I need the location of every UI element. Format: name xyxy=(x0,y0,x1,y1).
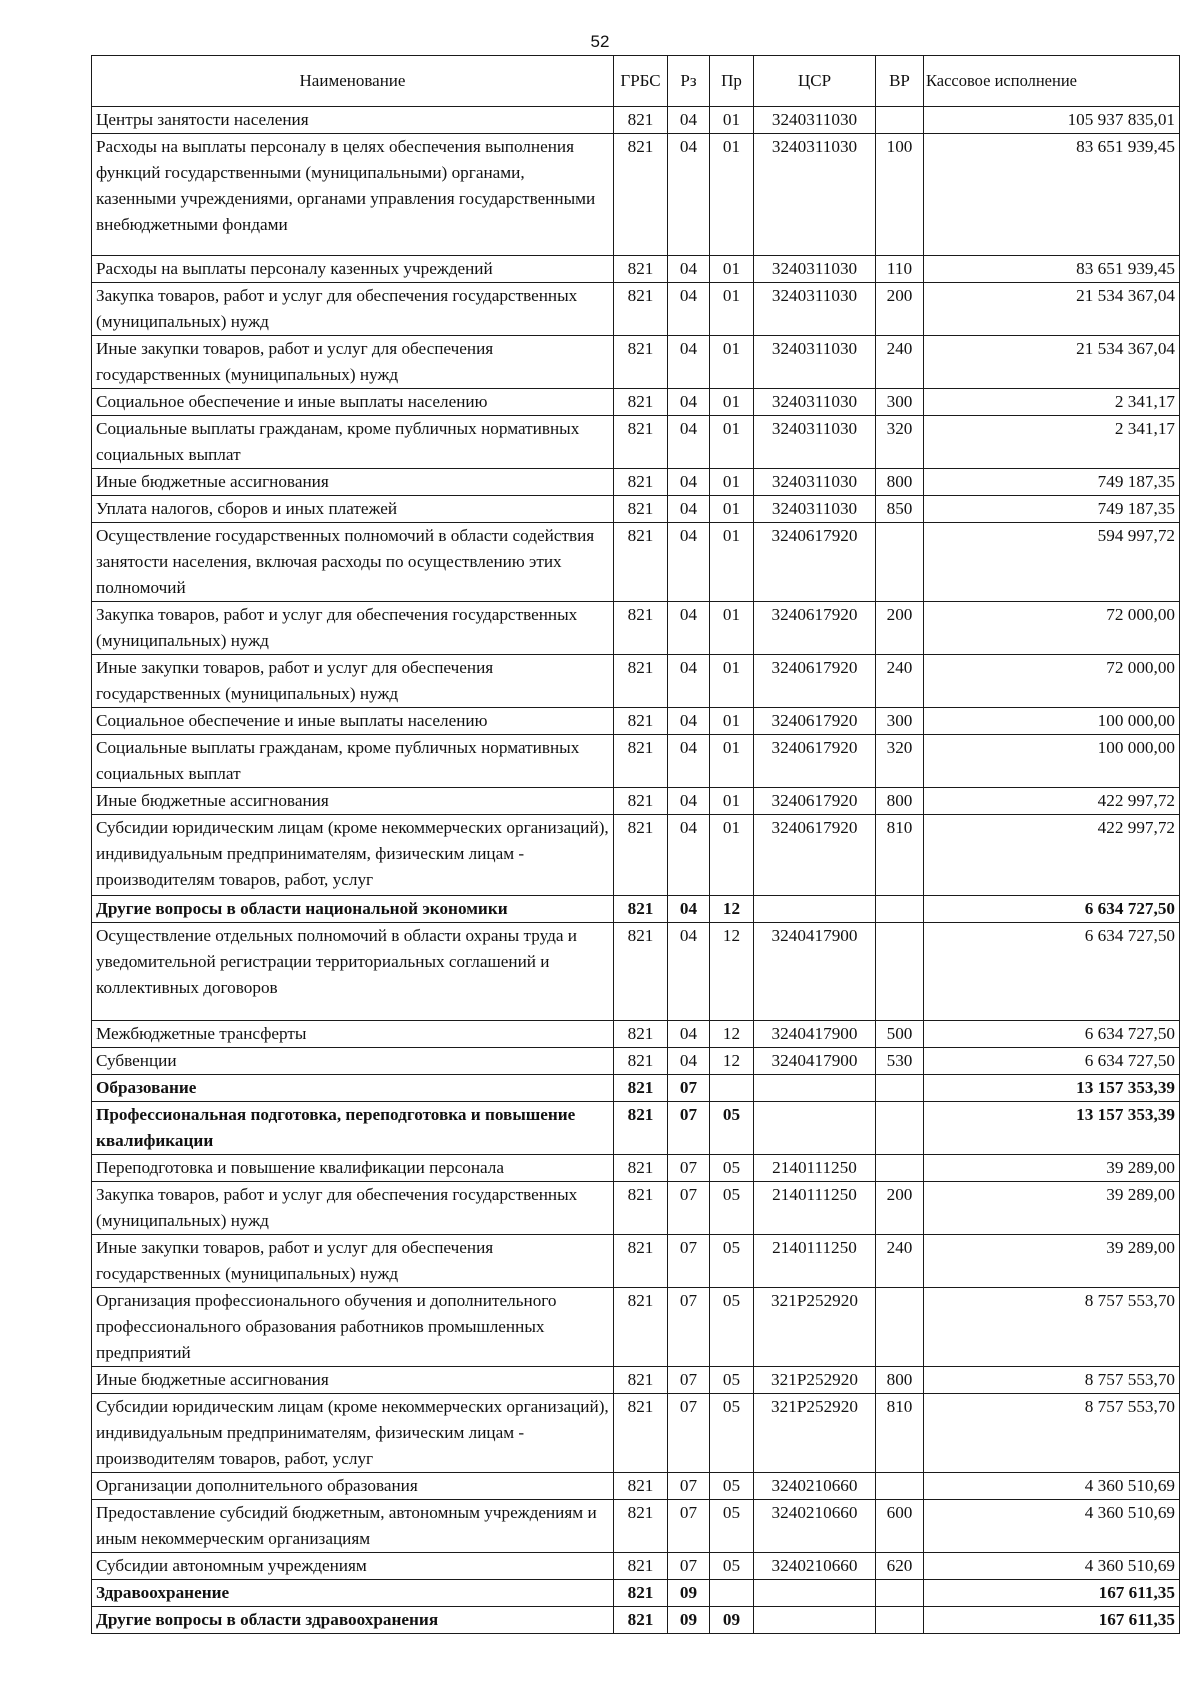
cell-rz: 04 xyxy=(668,655,710,708)
cell-amount: 13 157 353,39 xyxy=(924,1101,1180,1154)
cell-amount: 83 651 939,45 xyxy=(924,256,1180,283)
cell-vr: 320 xyxy=(876,416,924,469)
cell-vr xyxy=(876,1101,924,1154)
cell-vr: 240 xyxy=(876,655,924,708)
cell-csr: 321P252920 xyxy=(754,1287,876,1366)
cell-name: Иные закупки товаров, работ и услуг для обеспечения государственных (муниципальных) нужд xyxy=(92,336,614,389)
cell-csr: 2140111250 xyxy=(754,1234,876,1287)
cell-csr: 3240210660 xyxy=(754,1499,876,1552)
table-body xyxy=(92,107,1180,1634)
table-row xyxy=(92,1154,1180,1181)
cell-name: Предоставление субсидий бюджетным, автономным учреждениям и иным некоммерческим организациям xyxy=(92,1499,614,1552)
cell-rz: 04 xyxy=(668,708,710,735)
cell-rz: 04 xyxy=(668,895,710,922)
cell-grbs: 821 xyxy=(614,496,668,523)
cell-amount: 8 757 553,70 xyxy=(924,1393,1180,1472)
cell-pr: 01 xyxy=(710,283,754,336)
table-row xyxy=(92,602,1180,655)
cell-csr: 3240617920 xyxy=(754,708,876,735)
cell-amount: 105 937 835,01 xyxy=(924,107,1180,134)
cell-grbs: 821 xyxy=(614,655,668,708)
cell-name: Образование xyxy=(92,1074,614,1101)
cell-csr xyxy=(754,1101,876,1154)
cell-name: Организации дополнительного образования xyxy=(92,1472,614,1499)
cell-amount: 422 997,72 xyxy=(924,815,1180,896)
cell-amount: 4 360 510,69 xyxy=(924,1499,1180,1552)
table-row xyxy=(92,1499,1180,1552)
cell-grbs: 821 xyxy=(614,1579,668,1606)
cell-rz: 07 xyxy=(668,1181,710,1234)
cell-amount: 100 000,00 xyxy=(924,735,1180,788)
cell-csr: 3240311030 xyxy=(754,389,876,416)
cell-vr: 500 xyxy=(876,1020,924,1047)
header-name: Наименование xyxy=(92,56,614,107)
cell-rz: 04 xyxy=(668,389,710,416)
cell-pr: 01 xyxy=(710,389,754,416)
table-row xyxy=(92,1047,1180,1074)
cell-amount: 13 157 353,39 xyxy=(924,1074,1180,1101)
table-row xyxy=(92,336,1180,389)
cell-amount: 8 757 553,70 xyxy=(924,1366,1180,1393)
cell-grbs: 821 xyxy=(614,895,668,922)
cell-rz: 04 xyxy=(668,283,710,336)
cell-amount: 83 651 939,45 xyxy=(924,134,1180,256)
cell-vr: 300 xyxy=(876,389,924,416)
cell-grbs: 821 xyxy=(614,1181,668,1234)
cell-grbs: 821 xyxy=(614,469,668,496)
cell-pr: 01 xyxy=(710,336,754,389)
cell-amount: 6 634 727,50 xyxy=(924,1047,1180,1074)
cell-pr xyxy=(710,1074,754,1101)
table-row xyxy=(92,496,1180,523)
table-row xyxy=(92,922,1180,1020)
cell-grbs: 821 xyxy=(614,735,668,788)
cell-grbs: 821 xyxy=(614,1606,668,1633)
cell-vr xyxy=(876,523,924,602)
cell-name: Социальные выплаты гражданам, кроме публичных нормативных социальных выплат xyxy=(92,735,614,788)
table-row xyxy=(92,107,1180,134)
cell-name: Иные бюджетные ассигнования xyxy=(92,788,614,815)
cell-pr: 01 xyxy=(710,469,754,496)
cell-grbs: 821 xyxy=(614,1101,668,1154)
cell-name: Переподготовка и повышение квалификации персонала xyxy=(92,1154,614,1181)
cell-rz: 04 xyxy=(668,523,710,602)
table-row xyxy=(92,788,1180,815)
cell-grbs: 821 xyxy=(614,1499,668,1552)
cell-grbs: 821 xyxy=(614,922,668,1020)
cell-rz: 04 xyxy=(668,922,710,1020)
cell-grbs: 821 xyxy=(614,1393,668,1472)
cell-amount: 6 634 727,50 xyxy=(924,922,1180,1020)
cell-name: Осуществление отдельных полномочий в области охраны труда и уведомительной регистрации территориальных соглашений и коллективных договоров xyxy=(92,922,614,1020)
cell-pr xyxy=(710,1579,754,1606)
cell-name: Осуществление государственных полномочий в области содействия занятости населения, включая расходы по осуществлению этих полномочий xyxy=(92,523,614,602)
table-row xyxy=(92,815,1180,896)
cell-grbs: 821 xyxy=(614,283,668,336)
cell-pr: 05 xyxy=(710,1234,754,1287)
cell-pr: 05 xyxy=(710,1472,754,1499)
cell-grbs: 821 xyxy=(614,1154,668,1181)
cell-pr: 12 xyxy=(710,1020,754,1047)
cell-name: Расходы на выплаты персоналу казенных учреждений xyxy=(92,256,614,283)
cell-csr xyxy=(754,895,876,922)
cell-csr: 3240311030 xyxy=(754,416,876,469)
table-row xyxy=(92,1074,1180,1101)
table-row xyxy=(92,895,1180,922)
table-row xyxy=(92,283,1180,336)
cell-grbs: 821 xyxy=(614,1366,668,1393)
cell-amount: 167 611,35 xyxy=(924,1579,1180,1606)
cell-vr: 240 xyxy=(876,336,924,389)
table-row xyxy=(92,1020,1180,1047)
cell-rz: 07 xyxy=(668,1101,710,1154)
cell-rz: 04 xyxy=(668,496,710,523)
cell-amount: 167 611,35 xyxy=(924,1606,1180,1633)
cell-name: Закупка товаров, работ и услуг для обеспечения государственных (муниципальных) нужд xyxy=(92,283,614,336)
cell-rz: 07 xyxy=(668,1499,710,1552)
cell-name: Профессиональная подготовка, переподготовка и повышение квалификации xyxy=(92,1101,614,1154)
cell-pr: 05 xyxy=(710,1366,754,1393)
table-row xyxy=(92,1287,1180,1366)
cell-vr: 810 xyxy=(876,1393,924,1472)
cell-amount: 100 000,00 xyxy=(924,708,1180,735)
cell-rz: 04 xyxy=(668,1020,710,1047)
cell-amount: 72 000,00 xyxy=(924,602,1180,655)
cell-vr: 320 xyxy=(876,735,924,788)
cell-vr: 200 xyxy=(876,1181,924,1234)
cell-vr: 200 xyxy=(876,602,924,655)
cell-rz: 04 xyxy=(668,336,710,389)
cell-grbs: 821 xyxy=(614,523,668,602)
table-row xyxy=(92,1579,1180,1606)
cell-amount: 39 289,00 xyxy=(924,1181,1180,1234)
cell-csr: 3240417900 xyxy=(754,922,876,1020)
cell-amount: 749 187,35 xyxy=(924,496,1180,523)
cell-csr: 3240417900 xyxy=(754,1047,876,1074)
cell-pr: 01 xyxy=(710,735,754,788)
cell-pr: 05 xyxy=(710,1287,754,1366)
cell-rz: 04 xyxy=(668,256,710,283)
cell-csr: 3240311030 xyxy=(754,496,876,523)
cell-rz: 04 xyxy=(668,815,710,896)
cell-pr: 01 xyxy=(710,602,754,655)
cell-name: Уплата налогов, сборов и иных платежей xyxy=(92,496,614,523)
cell-amount: 8 757 553,70 xyxy=(924,1287,1180,1366)
cell-pr: 05 xyxy=(710,1499,754,1552)
table-row xyxy=(92,1606,1180,1633)
cell-name: Социальное обеспечение и иные выплаты населению xyxy=(92,708,614,735)
header-csr: ЦСР xyxy=(754,56,876,107)
cell-name: Закупка товаров, работ и услуг для обеспечения государственных (муниципальных) нужд xyxy=(92,602,614,655)
cell-rz: 07 xyxy=(668,1552,710,1579)
cell-name: Здравоохранение xyxy=(92,1579,614,1606)
cell-vr: 620 xyxy=(876,1552,924,1579)
cell-vr: 240 xyxy=(876,1234,924,1287)
cell-grbs: 821 xyxy=(614,1047,668,1074)
cell-rz: 07 xyxy=(668,1287,710,1366)
header-cash-execution: Кассовое исполнение xyxy=(924,56,1180,107)
cell-csr xyxy=(754,1606,876,1633)
cell-rz: 09 xyxy=(668,1579,710,1606)
cell-csr: 3240417900 xyxy=(754,1020,876,1047)
cell-csr: 3240617920 xyxy=(754,788,876,815)
header-rz: Рз xyxy=(668,56,710,107)
cell-pr: 01 xyxy=(710,107,754,134)
cell-grbs: 821 xyxy=(614,1074,668,1101)
cell-rz: 04 xyxy=(668,134,710,256)
table-row xyxy=(92,1181,1180,1234)
cell-grbs: 821 xyxy=(614,336,668,389)
cell-rz: 04 xyxy=(668,416,710,469)
cell-grbs: 821 xyxy=(614,416,668,469)
cell-name: Закупка товаров, работ и услуг для обеспечения государственных (муниципальных) нужд xyxy=(92,1181,614,1234)
cell-csr: 3240210660 xyxy=(754,1472,876,1499)
table-row xyxy=(92,1552,1180,1579)
table-row xyxy=(92,1472,1180,1499)
cell-amount: 422 997,72 xyxy=(924,788,1180,815)
cell-amount: 21 534 367,04 xyxy=(924,336,1180,389)
cell-rz: 09 xyxy=(668,1606,710,1633)
header-grbs: ГРБС xyxy=(614,56,668,107)
cell-rz: 04 xyxy=(668,788,710,815)
table-row xyxy=(92,469,1180,496)
cell-name: Субсидии автономным учреждениям xyxy=(92,1552,614,1579)
cell-pr: 01 xyxy=(710,788,754,815)
budget-execution-table xyxy=(91,55,1180,1634)
cell-amount: 21 534 367,04 xyxy=(924,283,1180,336)
cell-amount: 2 341,17 xyxy=(924,389,1180,416)
cell-name: Центры занятости населения xyxy=(92,107,614,134)
cell-rz: 04 xyxy=(668,735,710,788)
cell-amount: 39 289,00 xyxy=(924,1154,1180,1181)
cell-pr: 01 xyxy=(710,523,754,602)
cell-rz: 07 xyxy=(668,1154,710,1181)
table-row xyxy=(92,1234,1180,1287)
cell-name: Межбюджетные трансферты xyxy=(92,1020,614,1047)
table-row xyxy=(92,1101,1180,1154)
cell-pr: 12 xyxy=(710,895,754,922)
cell-csr: 3240617920 xyxy=(754,602,876,655)
cell-csr: 3240311030 xyxy=(754,336,876,389)
table-row xyxy=(92,708,1180,735)
cell-name: Иные бюджетные ассигнования xyxy=(92,469,614,496)
cell-amount: 749 187,35 xyxy=(924,469,1180,496)
cell-vr: 530 xyxy=(876,1047,924,1074)
cell-vr xyxy=(876,895,924,922)
cell-rz: 04 xyxy=(668,469,710,496)
cell-grbs: 821 xyxy=(614,1472,668,1499)
cell-vr: 600 xyxy=(876,1499,924,1552)
cell-name: Субвенции xyxy=(92,1047,614,1074)
table-row xyxy=(92,735,1180,788)
cell-vr xyxy=(876,1074,924,1101)
cell-pr: 01 xyxy=(710,134,754,256)
table-row xyxy=(92,1393,1180,1472)
cell-vr: 800 xyxy=(876,788,924,815)
cell-csr: 2140111250 xyxy=(754,1181,876,1234)
cell-pr: 01 xyxy=(710,655,754,708)
cell-csr: 321P252920 xyxy=(754,1393,876,1472)
cell-grbs: 821 xyxy=(614,1552,668,1579)
table-row xyxy=(92,389,1180,416)
cell-csr: 3240617920 xyxy=(754,815,876,896)
cell-pr: 01 xyxy=(710,416,754,469)
page-number: 52 xyxy=(590,32,610,51)
cell-grbs: 821 xyxy=(614,1234,668,1287)
cell-amount: 594 997,72 xyxy=(924,523,1180,602)
cell-name: Социальные выплаты гражданам, кроме публичных нормативных социальных выплат xyxy=(92,416,614,469)
cell-pr: 12 xyxy=(710,922,754,1020)
cell-rz: 04 xyxy=(668,107,710,134)
cell-name: Другие вопросы в области здравоохранения xyxy=(92,1606,614,1633)
cell-amount: 6 634 727,50 xyxy=(924,1020,1180,1047)
cell-vr xyxy=(876,1472,924,1499)
cell-vr xyxy=(876,1154,924,1181)
cell-pr: 01 xyxy=(710,496,754,523)
cell-rz: 04 xyxy=(668,1047,710,1074)
cell-vr: 100 xyxy=(876,134,924,256)
cell-csr xyxy=(754,1579,876,1606)
cell-grbs: 821 xyxy=(614,107,668,134)
cell-rz: 07 xyxy=(668,1074,710,1101)
cell-rz: 07 xyxy=(668,1234,710,1287)
table-row xyxy=(92,416,1180,469)
cell-vr: 200 xyxy=(876,283,924,336)
cell-csr xyxy=(754,1074,876,1101)
table-row xyxy=(92,1366,1180,1393)
cell-name: Субсидии юридическим лицам (кроме некоммерческих организаций), индивидуальным предпринимателям, физическим лицам - производителям товаров, работ, услуг xyxy=(92,815,614,896)
cell-pr: 01 xyxy=(710,256,754,283)
cell-vr: 850 xyxy=(876,496,924,523)
header-vr: ВР xyxy=(876,56,924,107)
cell-grbs: 821 xyxy=(614,134,668,256)
cell-amount: 2 341,17 xyxy=(924,416,1180,469)
cell-amount: 72 000,00 xyxy=(924,655,1180,708)
cell-csr: 3240210660 xyxy=(754,1552,876,1579)
table-row xyxy=(92,134,1180,256)
cell-pr: 09 xyxy=(710,1606,754,1633)
cell-csr: 3240311030 xyxy=(754,107,876,134)
cell-name: Социальное обеспечение и иные выплаты населению xyxy=(92,389,614,416)
cell-csr: 2140111250 xyxy=(754,1154,876,1181)
cell-pr: 05 xyxy=(710,1181,754,1234)
cell-pr: 05 xyxy=(710,1393,754,1472)
table-row xyxy=(92,655,1180,708)
cell-vr xyxy=(876,1579,924,1606)
cell-rz: 07 xyxy=(668,1366,710,1393)
cell-pr: 12 xyxy=(710,1047,754,1074)
cell-pr: 05 xyxy=(710,1101,754,1154)
cell-name: Иные закупки товаров, работ и услуг для обеспечения государственных (муниципальных) нужд xyxy=(92,1234,614,1287)
cell-pr: 05 xyxy=(710,1154,754,1181)
cell-name: Иные закупки товаров, работ и услуг для обеспечения государственных (муниципальных) нужд xyxy=(92,655,614,708)
cell-name: Иные бюджетные ассигнования xyxy=(92,1366,614,1393)
cell-grbs: 821 xyxy=(614,708,668,735)
table-row xyxy=(92,256,1180,283)
cell-vr xyxy=(876,107,924,134)
cell-rz: 07 xyxy=(668,1393,710,1472)
cell-vr: 810 xyxy=(876,815,924,896)
cell-csr: 3240311030 xyxy=(754,469,876,496)
header-pr: Пр xyxy=(710,56,754,107)
cell-vr: 110 xyxy=(876,256,924,283)
cell-pr: 05 xyxy=(710,1552,754,1579)
table-header-row xyxy=(92,56,1180,107)
cell-grbs: 821 xyxy=(614,1287,668,1366)
cell-vr xyxy=(876,922,924,1020)
cell-csr: 3240617920 xyxy=(754,523,876,602)
cell-grbs: 821 xyxy=(614,1020,668,1047)
cell-name: Организация профессионального обучения и дополнительного профессионального образования работников промышленных предприятий xyxy=(92,1287,614,1366)
cell-grbs: 821 xyxy=(614,788,668,815)
cell-rz: 04 xyxy=(668,602,710,655)
cell-amount: 4 360 510,69 xyxy=(924,1552,1180,1579)
cell-csr: 3240617920 xyxy=(754,735,876,788)
cell-vr: 300 xyxy=(876,708,924,735)
cell-rz: 07 xyxy=(668,1472,710,1499)
cell-csr: 3240617920 xyxy=(754,655,876,708)
cell-grbs: 821 xyxy=(614,256,668,283)
cell-csr: 3240311030 xyxy=(754,134,876,256)
cell-csr: 3240311030 xyxy=(754,283,876,336)
cell-amount: 39 289,00 xyxy=(924,1234,1180,1287)
cell-pr: 01 xyxy=(710,815,754,896)
cell-name: Расходы на выплаты персоналу в целях обеспечения выполнения функций государственными (муниципальными) органами, казенными учреждениями, органами управления государственными внебюджетными фондами xyxy=(92,134,614,256)
cell-grbs: 821 xyxy=(614,602,668,655)
cell-grbs: 821 xyxy=(614,389,668,416)
cell-csr: 3240311030 xyxy=(754,256,876,283)
cell-vr: 800 xyxy=(876,1366,924,1393)
cell-grbs: 821 xyxy=(614,815,668,896)
cell-vr: 800 xyxy=(876,469,924,496)
cell-vr xyxy=(876,1606,924,1633)
cell-name: Другие вопросы в области национальной экономики xyxy=(92,895,614,922)
table-row xyxy=(92,523,1180,602)
cell-amount: 6 634 727,50 xyxy=(924,895,1180,922)
cell-name: Субсидии юридическим лицам (кроме некоммерческих организаций), индивидуальным предпринимателям, физическим лицам - производителям товаров, работ, услуг xyxy=(92,1393,614,1472)
cell-csr: 321P252920 xyxy=(754,1366,876,1393)
cell-vr xyxy=(876,1287,924,1366)
cell-pr: 01 xyxy=(710,708,754,735)
cell-amount: 4 360 510,69 xyxy=(924,1472,1180,1499)
